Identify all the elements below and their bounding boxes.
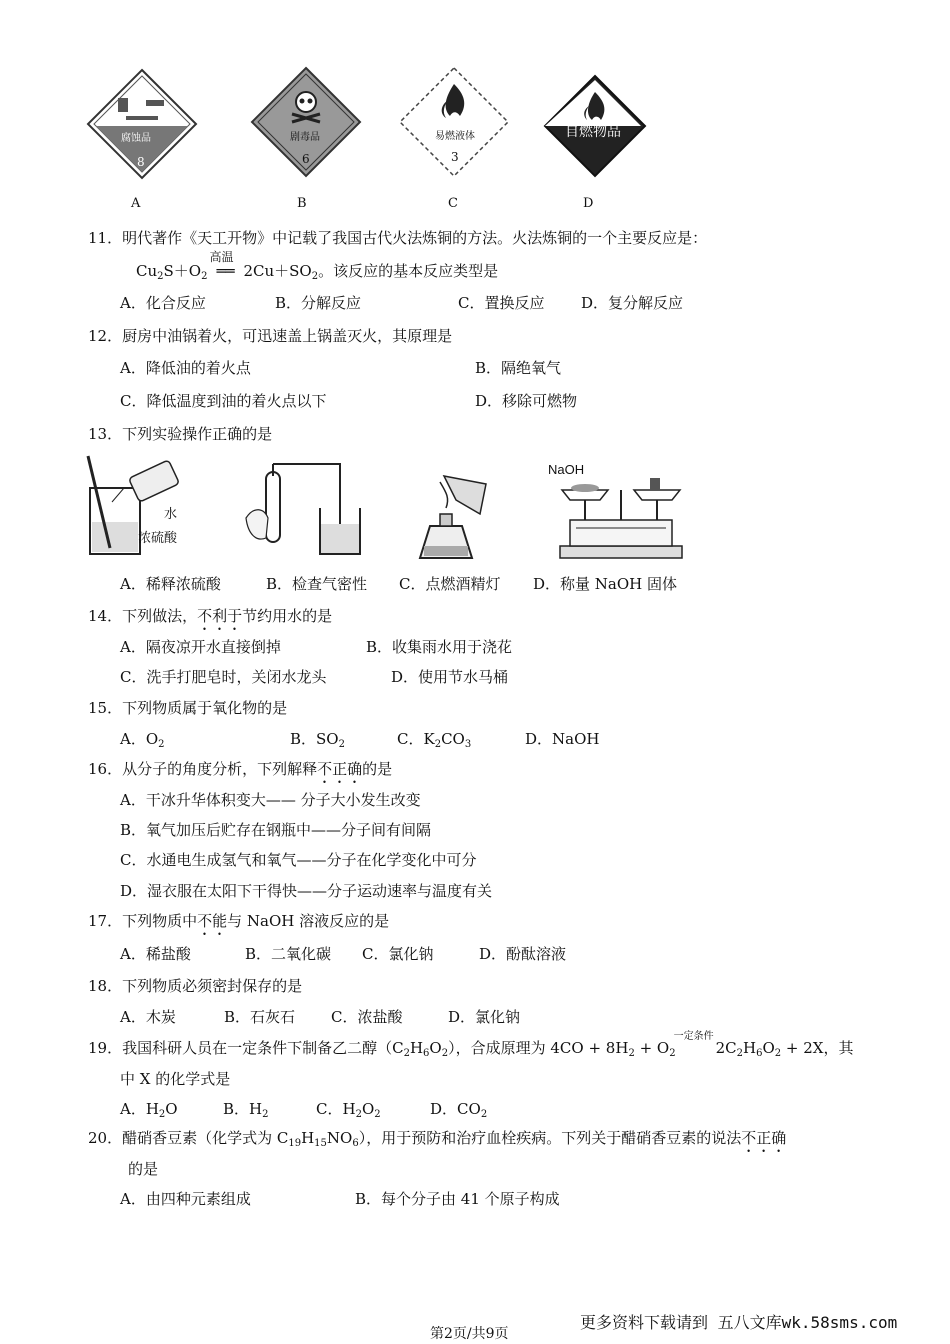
q14-stem: 14．下列做法，不利于节约用水的是 bbox=[88, 607, 333, 625]
q13-stem: 13．下列实验操作正确的是 bbox=[88, 425, 273, 443]
q16-stem: 16．从分子的角度分析，下列解释不正确的是 bbox=[88, 760, 393, 778]
sign-c-letter: C bbox=[448, 196, 458, 211]
q13-option-c: C．点燃酒精灯 bbox=[399, 575, 501, 593]
sign-c-text: 易燃液体 bbox=[435, 131, 475, 142]
q18-stem: 18．下列物质必须密封保存的是 bbox=[88, 977, 303, 995]
q15-option-d: D．NaOH bbox=[525, 730, 600, 748]
q11-option-b: B．分解反应 bbox=[275, 294, 362, 312]
q14-option-c: C．洗手打肥皂时，关闭水龙头 bbox=[120, 668, 327, 686]
q19-option-c: C．$H_2O_2$ bbox=[316, 1100, 381, 1120]
page-number: 第2页/共9页 bbox=[430, 1326, 509, 1342]
q19-option-a: A．$H_2O$ bbox=[120, 1100, 178, 1120]
q16-option-a: A．干冰升华体积变大—— 分子大小发生改变 bbox=[120, 791, 421, 809]
q13-label-acid: 浓硫酸 bbox=[138, 531, 178, 546]
q13-option-b: B．检查气密性 bbox=[266, 575, 368, 593]
q11-option-d: D．复分解反应 bbox=[581, 294, 684, 312]
q12-option-d: D．移除可燃物 bbox=[475, 392, 578, 410]
q15-option-b: B．$SO_2$ bbox=[290, 730, 345, 750]
q20-stem-line2: 的是 bbox=[128, 1160, 159, 1178]
q18-option-a: A．木炭 bbox=[120, 1008, 176, 1026]
q11-condition: 高温 bbox=[209, 250, 234, 264]
dilute-acid-apparatus-icon bbox=[80, 452, 200, 564]
q14-option-a: A．隔夜凉开水直接倒掉 bbox=[120, 638, 281, 656]
watermark: 更多资料下载请到 五八文库wk.58sms.com bbox=[580, 1313, 898, 1332]
q14-option-d: D．使用节水马桶 bbox=[391, 668, 509, 686]
sign-a-text: 腐蚀品 bbox=[121, 133, 151, 144]
q18-option-c: C．浓盐酸 bbox=[331, 1008, 403, 1026]
q12-option-b: B．隔绝氧气 bbox=[475, 359, 562, 377]
sign-b-number: 6 bbox=[302, 152, 310, 166]
sign-b-text: 剧毒品 bbox=[290, 132, 320, 143]
q16-option-c: C．水通电生成氢气和氧气——分子在化学变化中可分 bbox=[120, 851, 477, 869]
q17-option-b: B．二氧化碳 bbox=[245, 945, 332, 963]
airtightness-apparatus-icon bbox=[240, 458, 370, 562]
q14-emphasis: 不利于 bbox=[197, 607, 243, 625]
sign-c-number: 3 bbox=[451, 150, 459, 164]
q20-stem: 20．醋硝香豆素（化学式为 $C_{19}H_{15}NO_6$），用于预防和治疗血栓疾病。下列关于醋硝香豆素的说法不正确 bbox=[88, 1129, 787, 1149]
q12-option-c: C．降低温度到油的着火点以下 bbox=[120, 392, 327, 410]
q17-stem: 17．下列物质中不能与 NaOH 溶液反应的是 bbox=[88, 912, 390, 930]
q15-option-c: C．$K_2CO_3$ bbox=[397, 730, 472, 750]
q12-stem: 12．厨房中油锅着火，可迅速盖上锅盖灭火，其原理是 bbox=[88, 327, 453, 345]
q13-option-d: D．称量 NaOH 固体 bbox=[533, 575, 678, 593]
q19-stem: 19．我国科研人员在一定条件下制备乙二醇$(C_2H_6O_2)$，合成原理为 $4CO + 8H_2 + O_2$ 一定条件 $2C_2H_6O_2 + 2X$，其 bbox=[88, 1037, 853, 1059]
q18-option-b: B．石灰石 bbox=[224, 1008, 296, 1026]
q13-label-water: 水 bbox=[164, 507, 178, 522]
q19-condition: 一定条件 bbox=[673, 1031, 714, 1042]
q20-option-a: A．由四种元素组成 bbox=[120, 1190, 251, 1208]
q17-option-d: D．酚酞溶液 bbox=[479, 945, 567, 963]
sign-b-letter: B bbox=[297, 196, 307, 211]
sign-a-number: 8 bbox=[137, 155, 145, 169]
q16-emphasis: 不正确 bbox=[317, 760, 363, 778]
q13-label-naoh: NaOH bbox=[548, 462, 585, 477]
q19-option-d: D．$CO_2$ bbox=[430, 1100, 488, 1120]
q17-emphasis: 不能 bbox=[197, 912, 228, 930]
q17-option-a: A．稀盐酸 bbox=[120, 945, 191, 963]
q16-option-b: B．氧气加压后贮存在钢瓶中——分子间有间隔 bbox=[120, 821, 432, 839]
q12-option-a: A．降低油的着火点 bbox=[120, 359, 251, 377]
q11-equation: $Cu_2S+O_2$ 高温 ══ $2Cu+SO_2$。该反应的基本反应类型是 bbox=[136, 250, 499, 282]
q14-option-b: B．收集雨水用于浇花 bbox=[366, 638, 513, 656]
q18-option-d: D．氯化钠 bbox=[448, 1008, 521, 1026]
q15-stem: 15．下列物质属于氧化物的是 bbox=[88, 699, 288, 717]
q19-option-b: B．$H_2$ bbox=[223, 1100, 269, 1120]
sign-d-text: 自燃物品 bbox=[565, 124, 621, 140]
q20-emphasis: 不正确 bbox=[741, 1129, 787, 1147]
q11-stem: 11．明代著作《天工开物》中记载了我国古代火法炼铜的方法。火法炼铜的一个主要反应是： bbox=[88, 229, 708, 247]
alcohol-lamp-icon bbox=[410, 470, 500, 566]
q16-option-d: D．湿衣服在太阳下干得快——分子运动速率与温度有关 bbox=[120, 882, 493, 900]
q11-option-a: A．化合反应 bbox=[120, 294, 206, 312]
q17-option-c: C．氯化钠 bbox=[362, 945, 434, 963]
q13-option-a: A．稀释浓硫酸 bbox=[120, 575, 221, 593]
sign-d-letter: D bbox=[583, 196, 594, 211]
q20-option-b: B．每个分子由 41 个原子构成 bbox=[355, 1190, 560, 1208]
q11-option-c: C．置换反应 bbox=[458, 294, 545, 312]
sign-a-letter: A bbox=[131, 196, 141, 211]
balance-icon bbox=[556, 470, 686, 562]
q19-stem-line2: 中 X 的化学式是 bbox=[120, 1070, 231, 1088]
q15-option-a: A．$O_2$ bbox=[120, 730, 165, 750]
